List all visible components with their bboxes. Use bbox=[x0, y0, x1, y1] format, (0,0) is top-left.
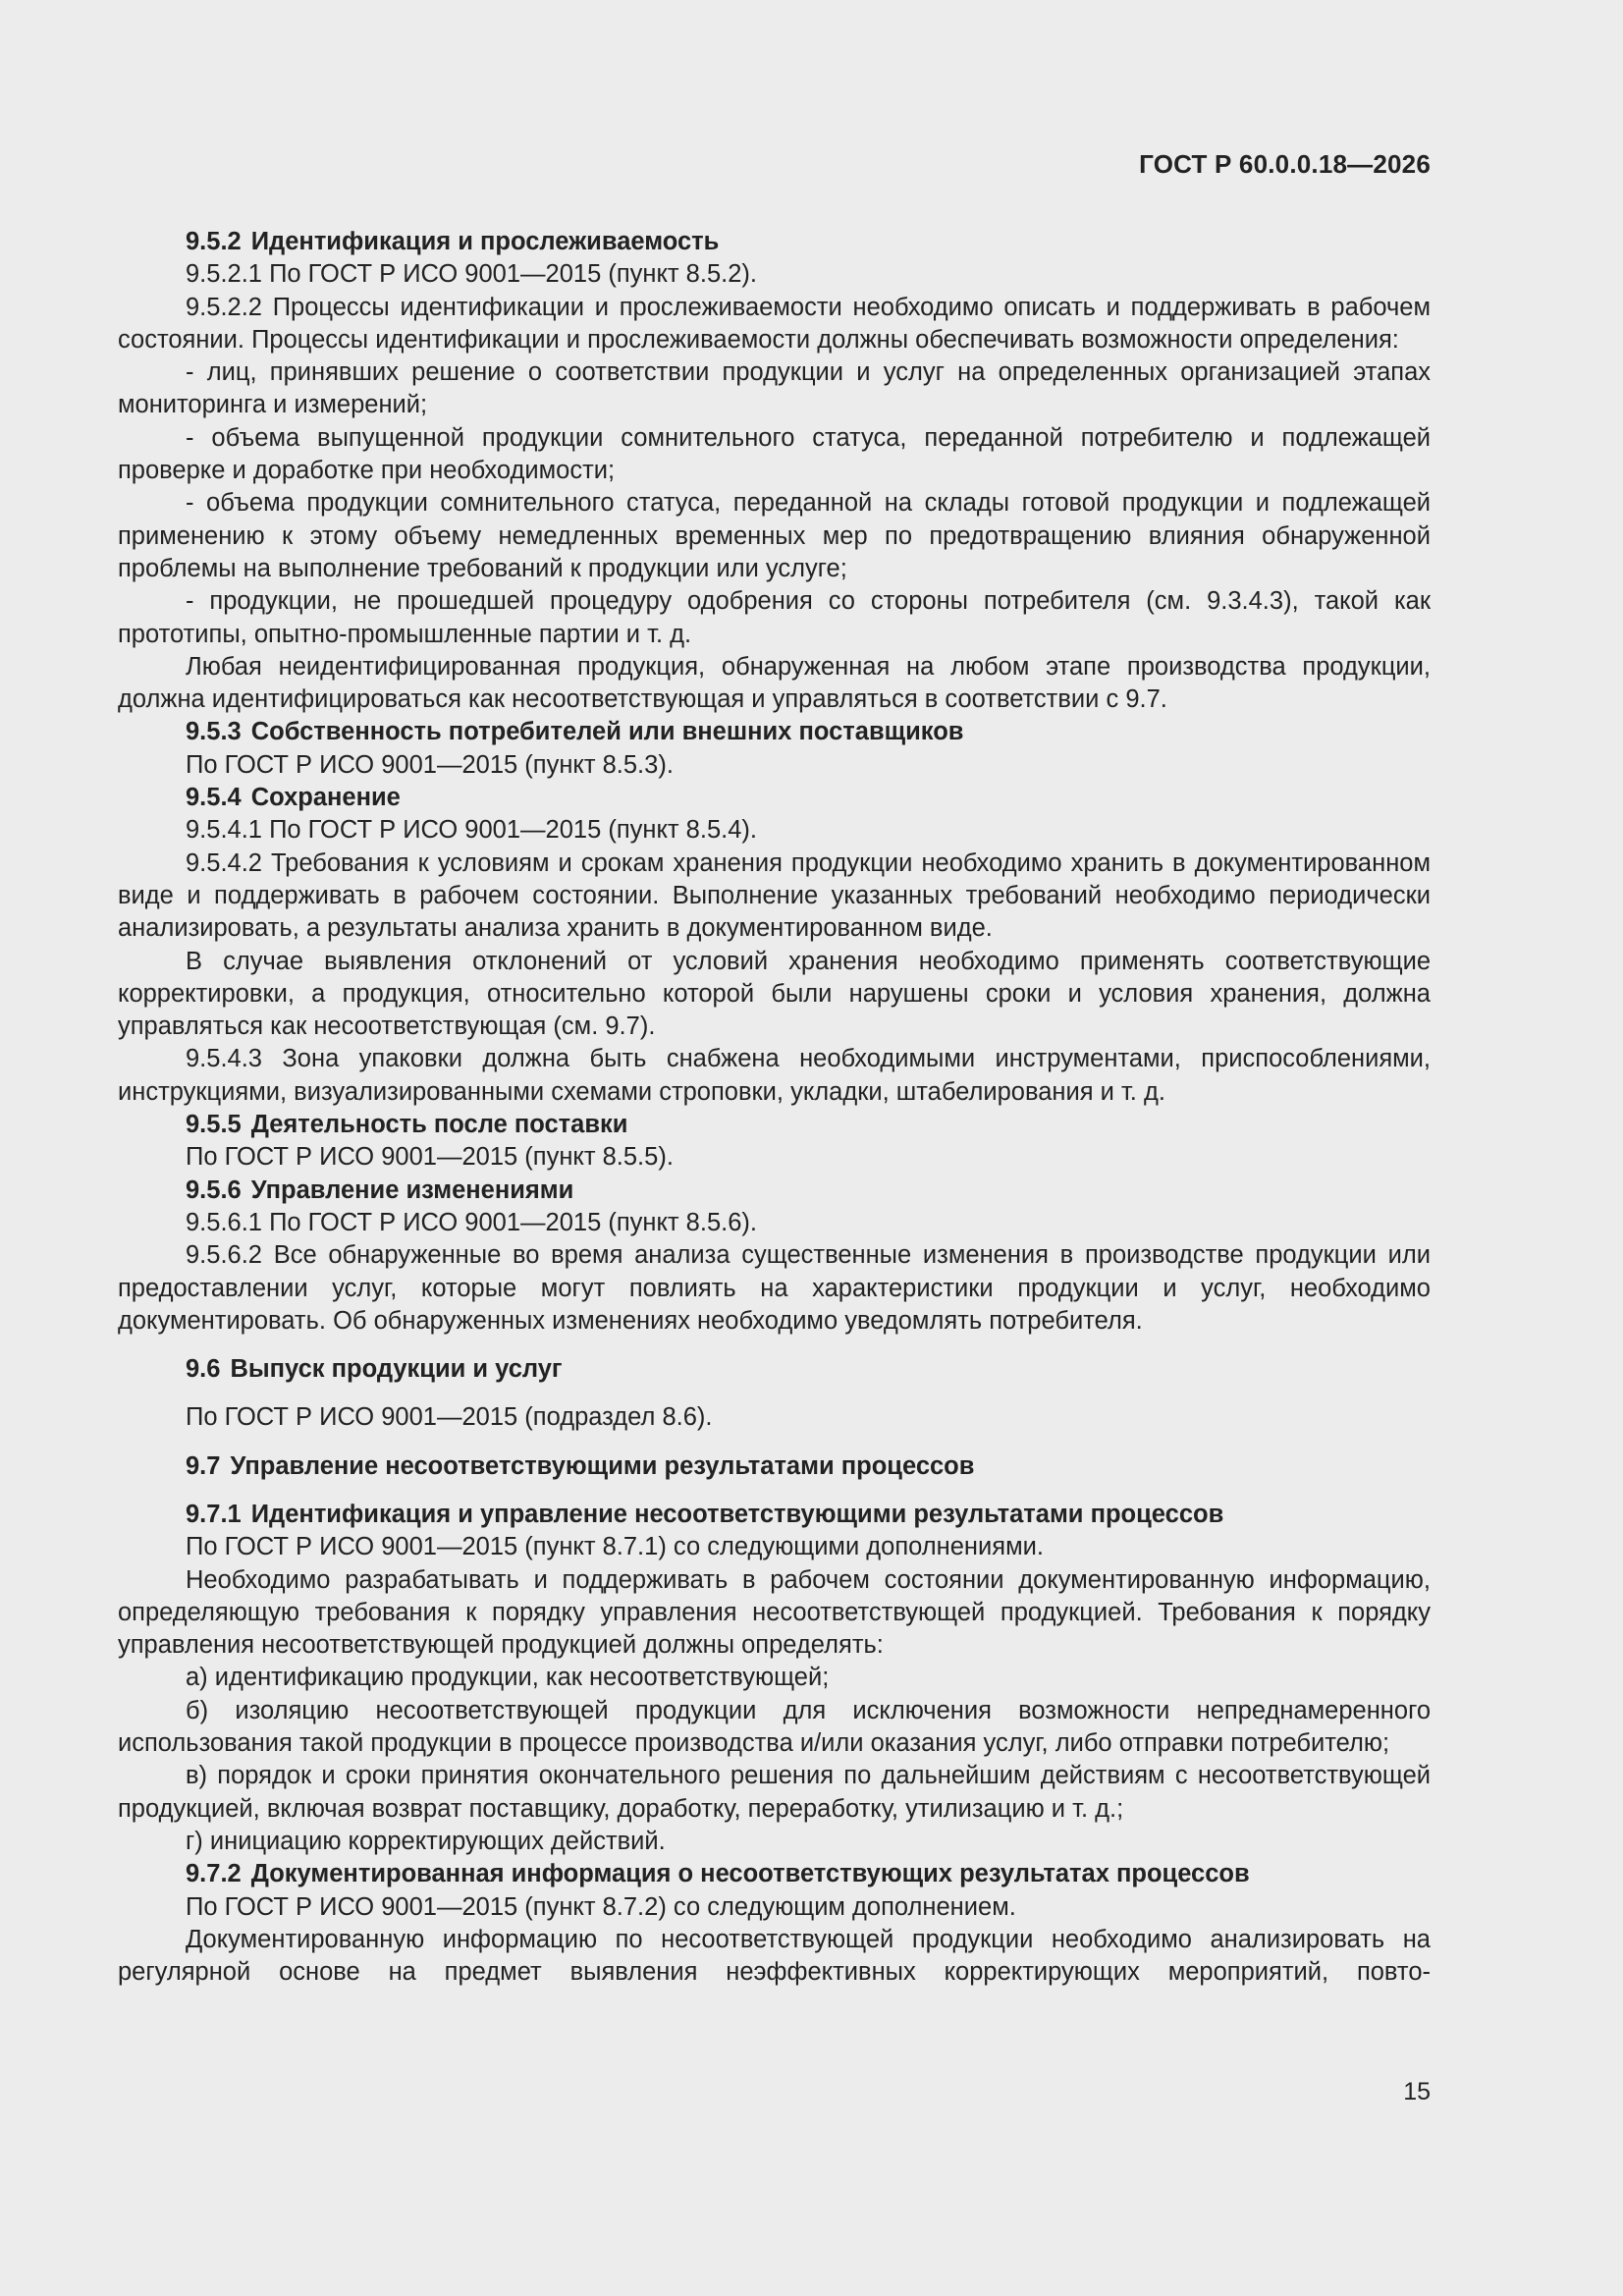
page-body bbox=[118, 226, 1431, 1989]
heading-title: Сохранение bbox=[250, 784, 401, 812]
paragraph: По ГОСТ Р ИСО 9001—2015 (пункт 8.5.3). bbox=[186, 750, 674, 779]
heading-title: Документированная информация о несоответствующих результатах процессов bbox=[250, 1860, 1250, 1888]
paragraph: 9.5.4.3 Зона упаковки должна быть снабжена необходимыми инструментами, приспособлениями, инструкциями, визуализированными схемами строповки, укладки, штабелирования и т. д. bbox=[118, 1045, 1431, 1106]
heading-number: 9.5.5 bbox=[186, 1111, 242, 1139]
list-item: г) инициацию корректирующих действий. bbox=[186, 1827, 666, 1855]
list-item: в) порядок и сроки принятия окончательного решения по дальнейшим действиям с несоответствующей продукцией, включая возврат поставщику, доработку, переработку, утилизацию и т. д.; bbox=[118, 1762, 1431, 1823]
heading-9-7-1 bbox=[118, 1499, 1431, 1531]
paragraph: По ГОСТ Р ИСО 9001—2015 (пункт 8.7.2) со следующим дополнением. bbox=[186, 1892, 1016, 1921]
heading-9-6 bbox=[118, 1353, 1431, 1386]
heading-number: 9.5.2 bbox=[186, 228, 242, 255]
paragraph: По ГОСТ Р ИСО 9001—2015 (пункт 8.5.5). bbox=[186, 1143, 674, 1172]
heading-number: 9.5.3 bbox=[186, 718, 242, 746]
list-item: а) идентификацию продукции, как несоответствующей; bbox=[186, 1664, 830, 1692]
list-item: - объема продукции сомнительного статуса, переданной на склады готовой продукции и подлежащей применению к этому объему немедленных временных мер по предотвращению влияния обнаруженной проблемы на выполнение требований к продукции или услуге; bbox=[118, 489, 1431, 582]
heading-9-5-3 bbox=[118, 716, 1431, 748]
heading-title: Управление изменениями bbox=[250, 1175, 574, 1204]
heading-number: 9.5.6 bbox=[186, 1175, 242, 1204]
heading-9-7-2 bbox=[118, 1858, 1431, 1890]
heading-9-5-6 bbox=[118, 1175, 1431, 1207]
heading-number: 9.5.4 bbox=[186, 784, 242, 812]
paragraph: 9.5.2.2 Процессы идентификации и прослеживаемости необходимо описать и поддерживать в рабочем состоянии. Процессы идентификации и прослеживаемости должны обеспечивать возможности определения: bbox=[118, 293, 1431, 354]
heading-number: 9.7.2 bbox=[186, 1860, 242, 1888]
heading-title: Идентификация и прослеживаемость bbox=[250, 228, 720, 255]
heading-title: Идентификация и управление несоответствующими результатами процессов bbox=[250, 1500, 1224, 1528]
paragraph: В случае выявления отклонений от условий хранения необходимо применять соответствующие корректировки, а продукция, относительно которой были нарушены сроки и условия хранения, должна управляться как несоответствующая (см. 9.7). bbox=[118, 947, 1431, 1041]
paragraph: 9.5.2.1 По ГОСТ Р ИСО 9001—2015 (пункт 8.5.2). bbox=[186, 260, 757, 289]
heading-title: Выпуск продукции и услуг bbox=[230, 1355, 563, 1384]
list-item: - объема выпущенной продукции сомнительного статуса, переданной потребителю и подлежащей проверке и доработке при необходимости; bbox=[118, 423, 1431, 485]
paragraph: По ГОСТ Р ИСО 9001—2015 (подраздел 8.6). bbox=[186, 1403, 713, 1432]
paragraph: 9.5.6.1 По ГОСТ Р ИСО 9001—2015 (пункт 8.5.6). bbox=[186, 1208, 757, 1236]
list-item: - продукции, не прошедшей процедуру одобрения со стороны потребителя (см. 9.3.4.3), такой как прототипы, опытно-промышленные партии и т. д. bbox=[118, 587, 1431, 648]
document-code: ГОСТ Р 60.0.0.18—2026 bbox=[1139, 149, 1431, 179]
paragraph: Любая неидентифицированная продукция, обнаруженная на любом этапе производства продукции, должна идентифицироваться как несоответствующая и управляться в соответствии с 9.7. bbox=[118, 652, 1431, 714]
heading-title: Собственность потребителей или внешних поставщиков bbox=[250, 718, 964, 746]
heading-title: Деятельность после поставки bbox=[250, 1111, 628, 1139]
heading-number: 9.7.1 bbox=[186, 1500, 242, 1528]
heading-9-5-4 bbox=[118, 782, 1431, 814]
heading-title: Управление несоответствующими результатами процессов bbox=[230, 1451, 975, 1480]
paragraph: 9.5.4.1 По ГОСТ Р ИСО 9001—2015 (пункт 8.5.4). bbox=[186, 816, 757, 845]
list-item: б) изоляцию несоответствующей продукции для исключения возможности непреднамеренного использования такой продукции в процессе производства и/или оказания услуг, либо отправки потребителю; bbox=[118, 1696, 1431, 1758]
paragraph: Необходимо разрабатывать и поддерживать в рабочем состоянии документированную информацию, определяющую требования к порядку управления несоответствующей продукцией. Требования к порядку управления несоответствующей продукцией должны определять: bbox=[118, 1565, 1431, 1660]
paragraph: 9.5.4.2 Требования к условиям и срокам хранения продукции необходимо хранить в документированном виде и поддерживать в рабочем состоянии. Выполнение указанных требований необходимо периодически анализировать, а результаты анализа хранить в документированном виде. bbox=[118, 848, 1431, 943]
heading-9-7 bbox=[118, 1450, 1431, 1483]
list-item: - лиц, принявших решение о соответствии продукции и услуг на определенных организацией этапах мониторинга и измерений; bbox=[118, 358, 1431, 419]
heading-number: 9.6 bbox=[186, 1355, 221, 1384]
paragraph: 9.5.6.2 Все обнаруженные во время анализа существенные изменения в производстве продукции или предоставлении услуг, которые могут повлиять на характеристики продукции и услуг, необходимо документировать. Об обнаруженных изменениях необходимо уведомлять потребителя. bbox=[118, 1241, 1431, 1335]
heading-9-5-5 bbox=[118, 1109, 1431, 1141]
page-number: 15 bbox=[1403, 2078, 1431, 2105]
paragraph: Документированную информацию по несоответствующей продукции необходимо анализировать на регулярной основе на предмет выявления неэффективных корректирующих мероприятий, повто- bbox=[118, 1925, 1431, 1987]
heading-9-5-2 bbox=[118, 226, 1431, 258]
heading-number: 9.7 bbox=[186, 1451, 221, 1480]
paragraph: По ГОСТ Р ИСО 9001—2015 (пункт 8.7.1) со следующими дополнениями. bbox=[186, 1533, 1044, 1561]
